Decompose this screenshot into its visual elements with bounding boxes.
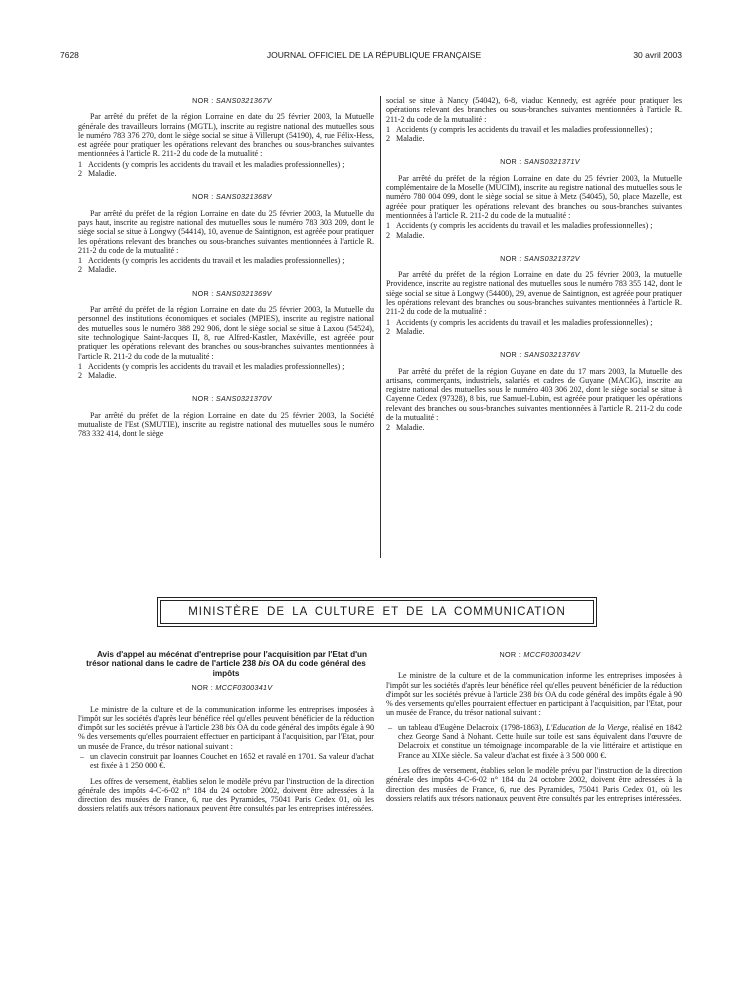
page-number: 7628: [60, 50, 79, 60]
left-column: [78, 96, 374, 439]
arrete-paragraph: Par arrêté du préfet de la région Lorraine en date du 25 février 2003, la Mutuelle complémentaire de la Moselle (MUCIM), inscrite au registre national des mutuelles sous le numéro 780 004 099, dont le siège social se situe à Metz (54045), 50, place Mazelle, est agréée pour pratiquer les opérations relevant des branches ou sous-branches suivantes mentionnées à l'article R. 211-2 du code de la mutualité :: [386, 173, 683, 220]
arrete-paragraph: Par arrêté du préfet de la région Lorraine en date du 25 février 2003, la Mutuelle du personnel des institutions économiques et sociales (MPIES), inscrite au registre national des mutuelles sous le numéro 388 292 906, dont le siège social se situe à Laxou (54524), site technologique Saint-Jacques II, 8, rue Alfred-Kastler, Maxéville, est agréée pour pratiquer les opérations relevant des branches ou sous-branches suivantes mentionnées à l'article R. 211-2 du code de la mutualité :: [78, 305, 374, 361]
nor-reference: NOR : SANS0321371V: [500, 157, 580, 167]
list-item: 2 Maladie.: [386, 230, 425, 240]
list-item: 2 Maladie.: [78, 371, 117, 381]
list-item: 1 Accidents (y compris les accidents du travail et les maladies professionnelles) ;: [78, 361, 345, 371]
nor-reference: NOR : SANS0321369V: [192, 288, 272, 298]
arrete-paragraph-continued: social se situe à Nancy (54042), 6-8, viaduc Kennedy, est agréée pour pratiquer les opérations relevant des branches ou sous-branches suivantes mentionnées à l'article R. 211-2 du code de la mutualité :: [386, 96, 682, 124]
notice-paragraph: Le ministre de la culture et de la communication informe les entreprises imposées à l'impôt sur les sociétés d'après leur bénéfice réel qu'elles peuvent bénéficier de la réduction d'impôt sur les sociétés prévue à l'article 238 bis OA du code général des impôts égale à 90 % des versements qu'elles pourraient effectuer en participant à l'acquisition, par l'Etat, pour un musée de France, du trésor national suivant :: [386, 671, 682, 718]
notice-paragraph: Le ministre de la culture et de la communication informe les entreprises imposées à l'impôt sur les sociétés d'après leur bénéfice réel qu'elles peuvent bénéficier de la réduction d'impôt sur les sociétés prévue à l'article 238 bis OA du code général des impôts égale à 90 % des versements qu'elles pourraient effectuer en participant à l'acquisition, par l'Etat, pour un musée de France, du trésor national suivant :: [78, 704, 374, 751]
treasure-list: [78, 752, 374, 771]
journal-title: JOURNAL OFFICIEL DE LA RÉPUBLIQUE FRANÇAISE: [266, 50, 482, 60]
nor-reference: NOR : SANS0321376V: [500, 350, 580, 360]
list-item: 1 Accidents (y compris les accidents du travail et les maladies professionnelles) ;: [386, 221, 653, 231]
branch-list: [78, 160, 374, 179]
list-item: 1 Accidents (y compris les accidents du travail et les maladies professionnelles) ;: [78, 256, 345, 266]
notice-paragraph: Les offres de versement, établies selon le modèle prévu par l'instruction de la direction générale des impôts 4-C-6-02 n° 184 du 24 octobre 2002, doivent être adressées à la direction des musées de France, 6, rue des Pyramides, 75041 Paris Cedex 01, où les dossiers relatifs aux trésors nationaux peuvent être consultés par les entreprises intéressées.: [386, 765, 682, 803]
list-item: 1 Accidents (y compris les accidents du travail et les maladies professionnelles) ;: [386, 317, 653, 327]
list-item: 2 Maladie.: [386, 423, 425, 433]
branch-list: [78, 362, 374, 381]
column-divider: [380, 96, 381, 558]
nor-reference: NOR : SANS0321367V: [192, 96, 272, 105]
arrete-paragraph: Par arrêté du préfet de la région Lorraine en date du 25 février 2003, la Mutuelle générale des travailleurs lorrains (MGTL), inscrite au registre national des mutuelles sous le numéro 783 376 270, dont le siège social se situe à Villerupt (54190), 4, rue Félix-Hess, est agréée pour pratiquer les opérations relevant des branches ou sous-branches suivantes mentionnées à l'article R. 211-2 du code de la mutualité :: [78, 112, 374, 159]
branch-list: [386, 318, 682, 337]
list-item: 2 Maladie.: [386, 134, 425, 144]
branch-list: [78, 256, 374, 275]
arrete-paragraph: Par arrêté du préfet de la région Lorraine en date du 25 février 2003, la mutuelle Providence, inscrite au registre national des mutuelles sous le numéro 783 355 142, dont le siège social se situe à Longwy (54400), 29, avenue de Saintignon, est agréée pour pratiquer les opérations relevant des branches ou sous-branches suivantes mentionnées à l'article R. 211-2 du code de la mutualité :: [386, 270, 683, 317]
nor-reference: NOR : SANS0321368V: [192, 192, 272, 202]
culture-left-column: [78, 650, 374, 814]
list-item: – un tableau d'Eugène Delacroix (1798-1863), L'Education de la Vierge, réalisé en 1842 chez George Sand à Nohant. Cette huile sur toile est sans équivalent dans l'œuvre de Delacroix et constitue un témoignage incomparable de la vie littéraire et artistique en France au XIXe siècle. Sa valeur d'achat est fixée à 3 500 000 €.: [386, 723, 682, 760]
list-item: 2 Maladie.: [78, 265, 117, 275]
nor-reference: NOR : SANS0321370V: [192, 394, 272, 404]
arrete-paragraph: Par arrêté du préfet de la région Lorraine en date du 25 février 2003, la Société mutualiste de l'Est (SMUTIE), inscrite au registre national des mutuelles sous le numéro 783 332 414, dont le siège: [78, 410, 374, 439]
branch-list: [386, 423, 682, 432]
arrete-paragraph: Par arrêté du préfet de la région Guyane en date du 17 mars 2003, la Mutuelle des artisans, commerçants, industriels, salariés et cadres de Guyane (MACIG), inscrite au registre national des mutuelles sous le numéro 403 306 202, dont le siège social se situe à Cayenne Cedex (97328), 8 bis, rue Samuel-Lubin, est agréée pour pratiquer les opérations relevant des branches ou sous-branches suivantes mentionnées à l'article R. 211-2 du code de la mutualité :: [386, 366, 682, 423]
arrete-paragraph: Par arrêté du préfet de la région Lorraine en date du 25 février 2003, la Mutuelle du pays haut, inscrite au registre national des mutuelles sous le numéro 783 303 209, dont le siège social se situe à Longwy (54414), 10, avenue de Saintignon, est agréée pour pratiquer les opérations relevant des branches ou sous-branches suivantes mentionnées à l'article R. 211-2 du code de la mutualité :: [78, 208, 375, 255]
notice-title: Avis d'appel au mécénat d'entreprise pour l'acquisition par l'Etat d'un trésor national dans le cadre de l'article 238 bis OA du code général des impôts: [86, 650, 368, 678]
list-item: 1 Accidents (y compris les accidents du travail et les maladies professionnelles) ;: [78, 159, 345, 169]
ministry-heading: MINISTÈRE DE LA CULTURE ET DE LA COMMUNICATION: [160, 600, 594, 624]
treasure-list: [386, 723, 682, 760]
notice-paragraph: Les offres de versement, établies selon le modèle prévu par l'instruction de la direction générale des impôts 4-C-6-02 n° 184 du 24 octobre 2002, doivent être adressées à la direction des musées de France, 6, rue des Pyramides, 75041 Paris Cedex 01, où les dossiers relatifs aux trésors nationaux peuvent être consultés par les entreprises intéressées.: [78, 776, 374, 814]
branch-list: [386, 125, 682, 144]
nor-reference: NOR : SANS0321372V: [500, 253, 580, 263]
branch-list: [386, 221, 682, 240]
issue-date: 30 avril 2003: [633, 50, 682, 60]
right-column: [386, 96, 682, 433]
list-item: 2 Maladie.: [386, 326, 425, 336]
culture-right-column: [386, 650, 682, 803]
nor-reference: NOR : MCCF0300341V: [191, 683, 273, 693]
list-item: – un clavecin construit par Ioannes Couchet en 1652 et ravalé en 1701. Sa valeur d'achat est fixée à 1 250 000 €.: [78, 752, 374, 771]
list-item: 2 Maladie.: [78, 169, 117, 179]
nor-reference: NOR : MCCF0300342V: [499, 650, 581, 659]
list-item: 1 Accidents (y compris les accidents du travail et les maladies professionnelles) ;: [386, 124, 653, 134]
